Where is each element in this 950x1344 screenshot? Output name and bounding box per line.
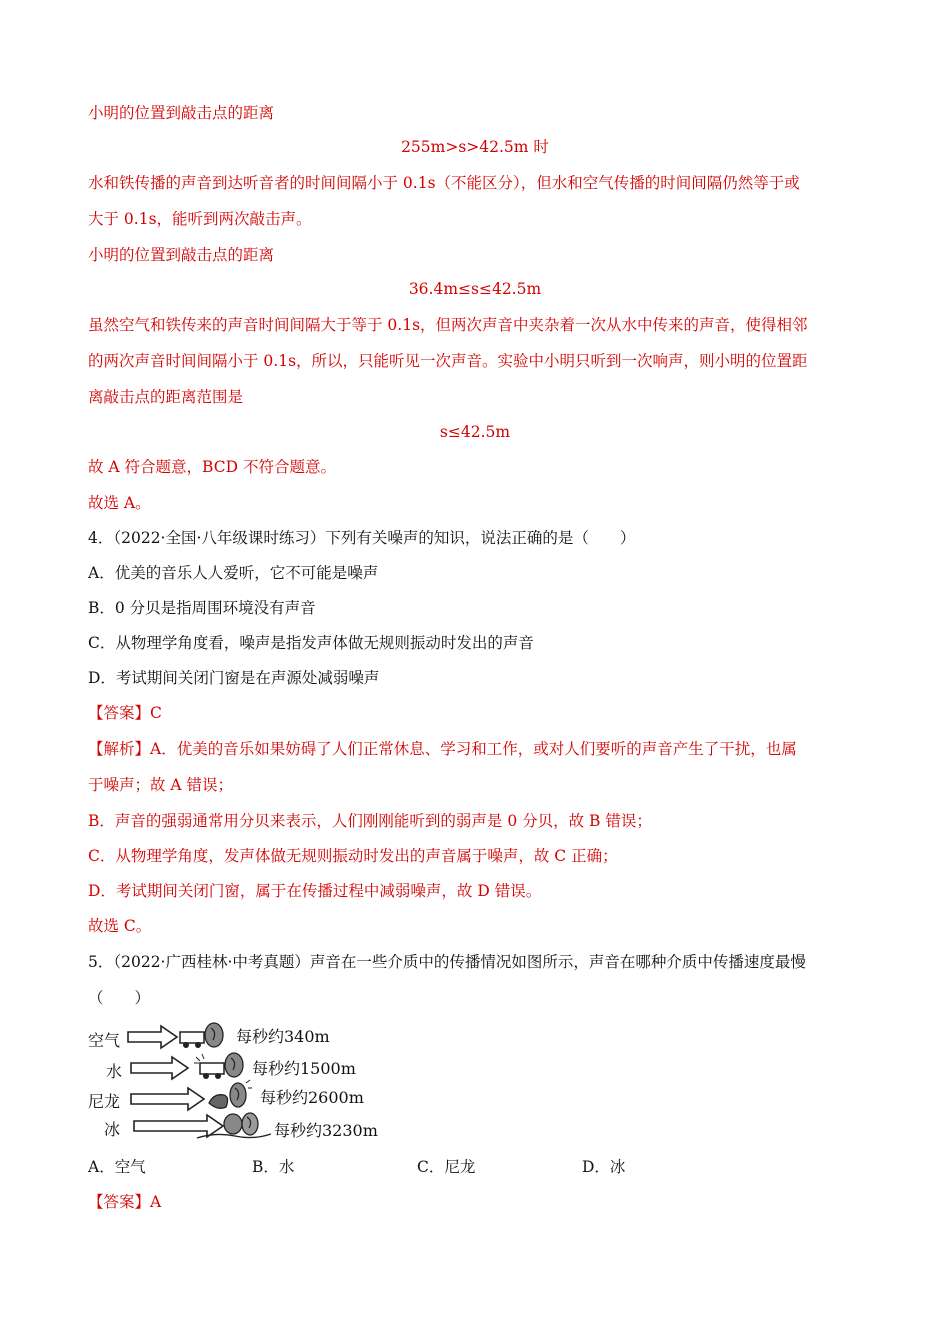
- option-c: C．尼龙: [417, 1158, 476, 1176]
- option-d: D．考试期间关闭门窗是在声源处减弱噪声: [88, 669, 380, 687]
- question-stem: 5．（2022·广西桂林·中考真题）声音在一些介质中的传播情况如图所示，声音在哪种介质中传播速度最慢: [88, 953, 806, 971]
- analysis-line: D．考试期间关闭门窗，属于在传播过程中减弱噪声，故 D 错误。: [88, 882, 542, 900]
- analysis-line: 水和铁传播的声音到达听音者的时间间隔小于 0.1s（不能区分），但水和空气传播的时间间隔仍然等于或: [88, 174, 800, 192]
- analysis-line: 小明的位置到敲击点的距离: [88, 246, 275, 264]
- equation: 36.4m≤s≤42.5m: [408, 280, 542, 298]
- analysis-line: 故选 C。: [88, 917, 152, 935]
- ice-ear-icon: [195, 1106, 273, 1142]
- cart-ear-icon: [192, 1049, 248, 1081]
- option-a: A．空气: [88, 1158, 146, 1176]
- question-stem-paren: （ ）: [88, 989, 151, 1007]
- option-b: B．水: [252, 1158, 295, 1176]
- medium-label-water: 水: [106, 1062, 123, 1081]
- speed-label-nylon: 每秒约2600m: [260, 1088, 364, 1107]
- analysis-line: C．从物理学角度，发声体做无规则振动时发出的声音属于噪声，故 C 正确；: [88, 847, 618, 865]
- speed-label-air: 每秒约340m: [236, 1027, 330, 1046]
- analysis-line: B．声音的强弱通常用分贝来表示，人们刚刚能听到的弱声是 0 分贝，故 B 错误；: [88, 812, 652, 830]
- answer: 【答案】A: [88, 1193, 162, 1211]
- arrow-right-icon: [130, 1056, 190, 1080]
- speed-label-ice: 每秒约3230m: [274, 1121, 378, 1140]
- analysis-line: 故 A 符合题意，BCD 不符合题意。: [88, 458, 336, 476]
- question-stem: 4．（2022·全国·八年级课时练习）下列有关噪声的知识，说法正确的是（ ）: [88, 529, 636, 547]
- analysis-line: 虽然空气和铁传来的声音时间间隔大于等于 0.1s，但两次声音中夹杂着一次从水中传来的声音，使得相邻: [88, 316, 808, 334]
- option-a: A．优美的音乐人人爱听，它不可能是噪声: [88, 564, 379, 582]
- option-d: D．冰: [582, 1158, 626, 1176]
- analysis-line: 离敲击点的距离范围是: [88, 388, 244, 406]
- analysis-line: 【解析】A．优美的音乐如果妨碍了人们正常休息、学习和工作，或对人们要听的声音产生了干扰，也属: [88, 740, 797, 758]
- analysis-line: 于噪声；故 A 错误；: [88, 776, 234, 794]
- option-c: C．从物理学角度看，噪声是指发声体做无规则振动时发出的声音: [88, 634, 534, 652]
- analysis-line: 大于 0.1s，能听到两次敲击声。: [88, 210, 312, 228]
- answer: 【答案】C: [88, 704, 162, 722]
- speed-label-water: 每秒约1500m: [252, 1059, 356, 1078]
- analysis-line: 的两次声音时间间隔小于 0.1s，所以，只能听见一次声音。实验中小明只听到一次响声，则小明的位置距: [88, 352, 808, 370]
- equation: 255m>s>42.5m 时: [401, 138, 549, 156]
- option-b: B．0 分贝是指周围环境没有声音: [88, 599, 316, 617]
- medium-label-ice: 冰: [104, 1120, 121, 1139]
- cart-ear-icon: [178, 1020, 226, 1050]
- arrow-right-icon: [127, 1025, 179, 1049]
- medium-label-nylon: 尼龙: [88, 1092, 121, 1111]
- analysis-line: 小明的位置到敲击点的距离: [88, 104, 275, 122]
- equation: s≤42.5m: [439, 423, 511, 441]
- analysis-line: 故选 A。: [88, 494, 151, 512]
- medium-label-air: 空气: [88, 1031, 121, 1050]
